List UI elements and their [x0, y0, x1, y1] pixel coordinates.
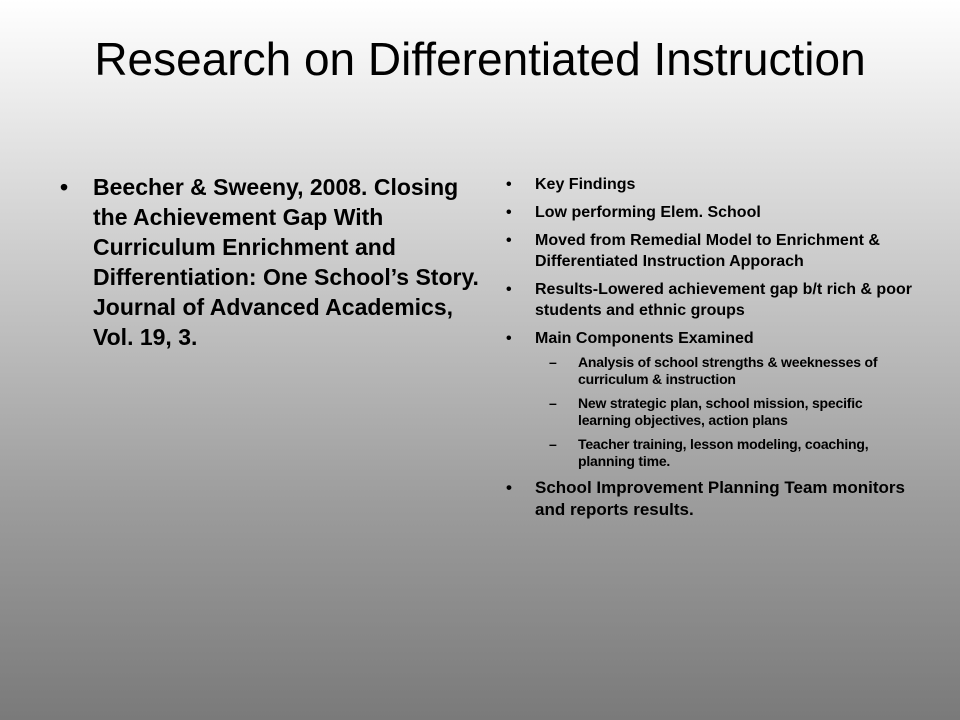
component-text: New strategic plan, school mission, specific learning objectives, action plans	[578, 395, 863, 428]
finding-item	[506, 279, 916, 321]
component-text: Teacher training, lesson modeling, coaching, planning time.	[578, 436, 869, 469]
dash-icon: –	[549, 436, 557, 452]
bullet-icon: •	[506, 281, 512, 298]
component-item	[535, 395, 916, 429]
finding-item	[506, 202, 916, 223]
component-item	[535, 436, 916, 470]
finding-item	[506, 174, 916, 195]
slide-title: Research on Differentiated Instruction	[94, 33, 866, 85]
finding-item	[506, 477, 916, 521]
citation-text: Beecher & Sweeny, 2008. Closing the Achievement Gap With Curriculum Enrichment and Differentiation: One School’s Story. Journal of Advanced Academics, Vol. 19, 3.	[93, 174, 479, 350]
bullet-icon: •	[506, 176, 512, 193]
bullet-icon: •	[506, 330, 512, 347]
bullet-icon: •	[506, 478, 512, 497]
findings-list	[506, 174, 916, 528]
finding-item	[506, 328, 916, 470]
bullet-icon: •	[506, 232, 512, 249]
finding-text: Main Components Examined	[535, 330, 754, 347]
component-item	[535, 354, 916, 388]
component-text: Analysis of school strengths & weeknesses of curriculum & instruction	[578, 354, 878, 387]
dash-icon: –	[549, 395, 557, 411]
finding-text: School Improvement Planning Team monitors and reports results.	[535, 478, 905, 519]
finding-text: Moved from Remedial Model to Enrichment & Differentiated Instruction Apporach	[535, 232, 880, 270]
finding-text: Key Findings	[535, 176, 636, 193]
finding-text: Results-Lowered achievement gap b/t rich & poor students and ethnic groups	[535, 281, 912, 319]
finding-item	[506, 230, 916, 272]
dash-icon: –	[549, 354, 557, 370]
components-sublist	[535, 354, 916, 470]
citation-list	[60, 172, 480, 352]
citation-item	[60, 172, 480, 352]
finding-text: Low performing Elem. School	[535, 204, 761, 221]
bullet-icon: •	[506, 204, 512, 221]
bullet-icon: •	[60, 174, 69, 200]
